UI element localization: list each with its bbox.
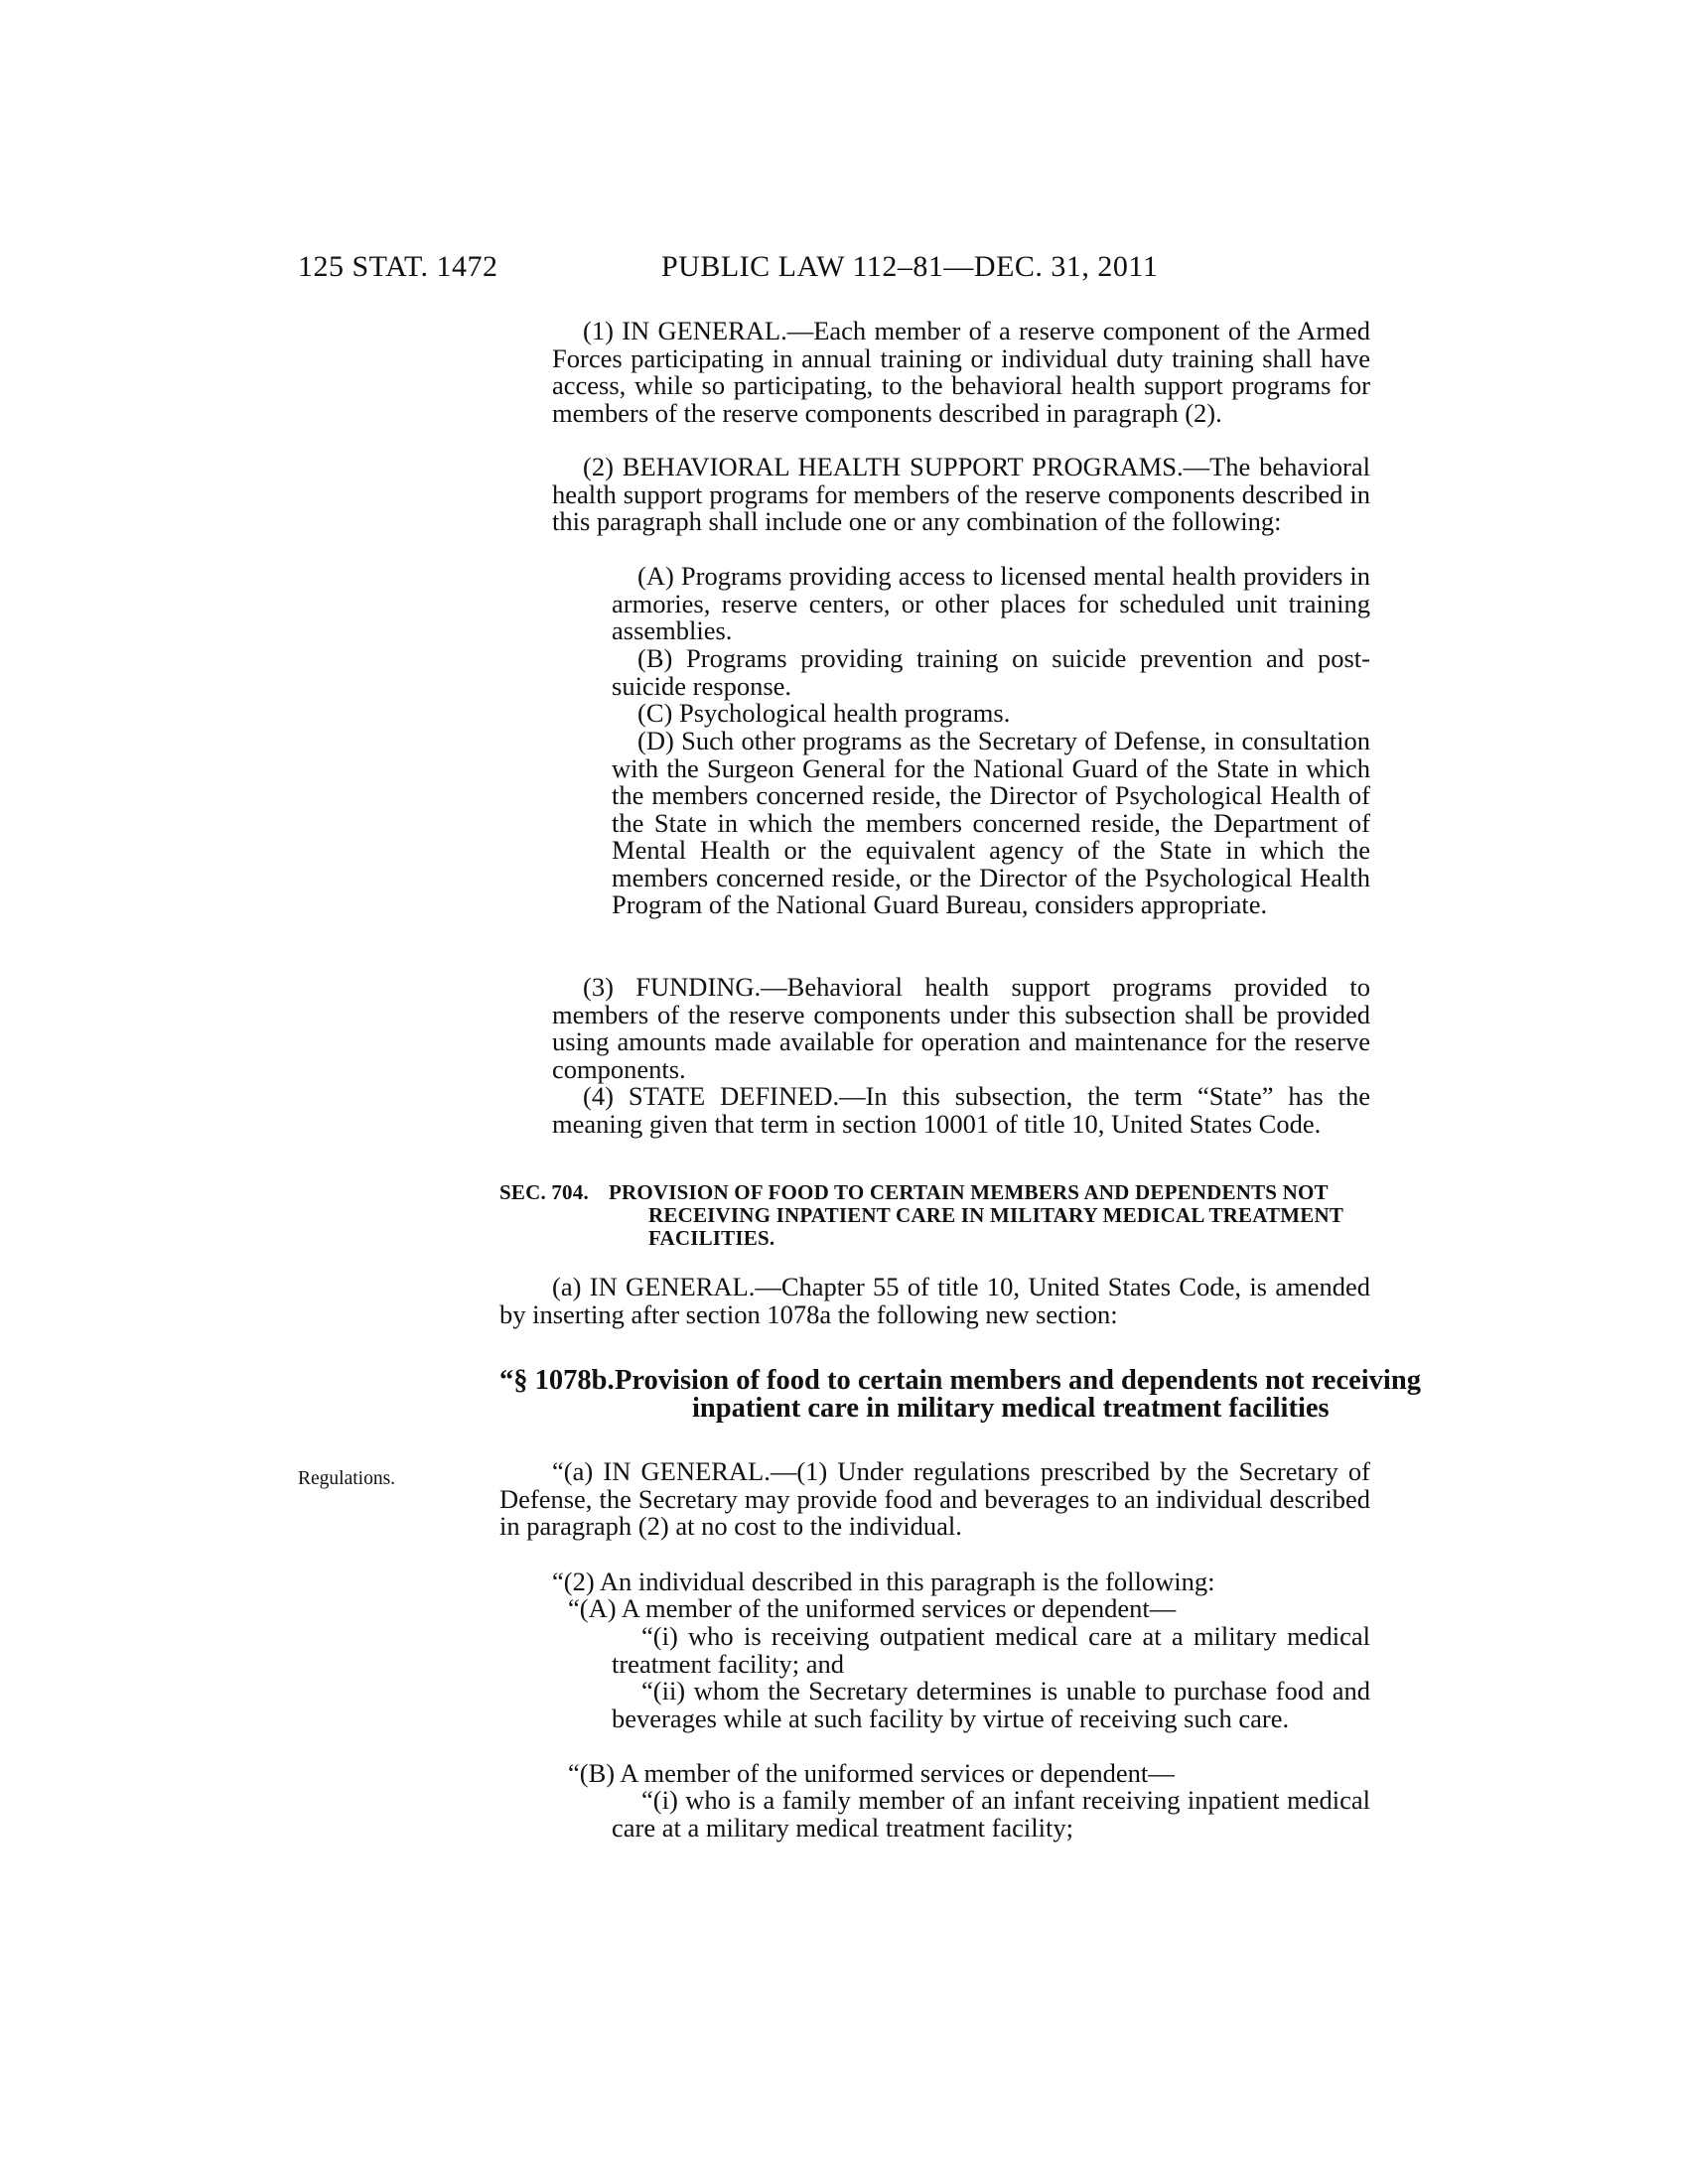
section-704-number: SEC. 704. [499, 1180, 589, 1204]
paragraph-3: (3) FUNDING.—Behavioral health support programs provided to members of the reserve components under this subsection shall be provided using amounts made available for operation and maintenance for the reserve components. [552, 972, 1370, 1084]
running-head [298, 250, 1291, 290]
section-1078b-A-ii: “(ii) whom the Secretary determines is unable to purchase food and beverages while at such facility by virtue of receiving such care. [612, 1676, 1370, 1733]
margin-note-regulations: Regulations. [298, 1468, 396, 1489]
subparagraph-d: (D) Such other programs as the Secretary of Defense, in consultation with the Surgeon General for the National Guard of the State in which the members concerned reside, the Director of Psychological Health of the State in which the members concerned reside, the Department of Mental Health or the equivalent agency of the State in which the members concerned reside, or the Director of the Psychological Health Program of the National Guard Bureau, considers appropriate. [612, 726, 1370, 919]
section-1078b-a: “(a) IN GENERAL.—(1) Under regulations prescribed by the Secretary of Defense, the Secretary may provide food and beverages to an individual described in paragraph (2) at no cost to the individual. [499, 1456, 1370, 1541]
paragraph-1: (1) IN GENERAL.—Each member of a reserve component of the Armed Forces participating in annual training or individual duty training shall have access, while so participating, to the behavioral health support programs for members of the reserve components described in paragraph (2). [552, 316, 1370, 428]
paragraph-2: (2) BEHAVIORAL HEALTH SUPPORT PROGRAMS.—The behavioral health support programs for members of the reserve components described in this paragraph shall include one or any combination of the following: [552, 452, 1370, 536]
section-1078b-A: “(A) A member of the uniformed services or dependent— [568, 1593, 1177, 1623]
stat-citation: 125 STAT. 1472 [298, 250, 498, 283]
section-1078b-p2: “(2) An individual described in this paragraph is the following: [552, 1567, 1215, 1596]
paragraph-4: (4) STATE DEFINED.—In this subsection, the term “State” has the meaning given that term in section 10001 of title 10, United States Code. [552, 1081, 1370, 1139]
section-1078b-B: “(B) A member of the uniformed services or dependent— [568, 1758, 1175, 1788]
subparagraph-a: (A) Programs providing access to licensed mental health providers in armories, reserve centers, or other places for scheduled unit training assemblies. [612, 561, 1370, 645]
section-704-title: PROVISION OF FOOD TO CERTAIN MEMBERS AND DEPENDENTS NOT RECEIVING INPATIENT CARE IN MILITARY MEDICAL TREATMENT FACILITIES. [609, 1180, 1343, 1250]
law-title: PUBLIC LAW 112–81—DEC. 31, 2011 [661, 250, 1159, 283]
section-1078b-number: “§ 1078b. [499, 1365, 615, 1396]
subparagraph-c: (C) Psychological health programs. [637, 698, 1011, 728]
section-1078b-title: Provision of food to certain members and dependents not receiving inpatient care in military medical treatment facilities [615, 1365, 1421, 1424]
section-1078b-A-i: “(i) who is receiving outpatient medical care at a military medical treatment facility; and [612, 1621, 1370, 1679]
section-1078b-B-i: “(i) who is a family member of an infant receiving inpatient medical care at a military medical treatment facility; [612, 1785, 1370, 1843]
section-704-a: (a) IN GENERAL.—Chapter 55 of title 10, United States Code, is amended by inserting after section 1078a the following new section: [499, 1272, 1370, 1329]
subparagraph-b: (B) Programs providing training on suicide prevention and post-suicide response. [612, 643, 1370, 701]
